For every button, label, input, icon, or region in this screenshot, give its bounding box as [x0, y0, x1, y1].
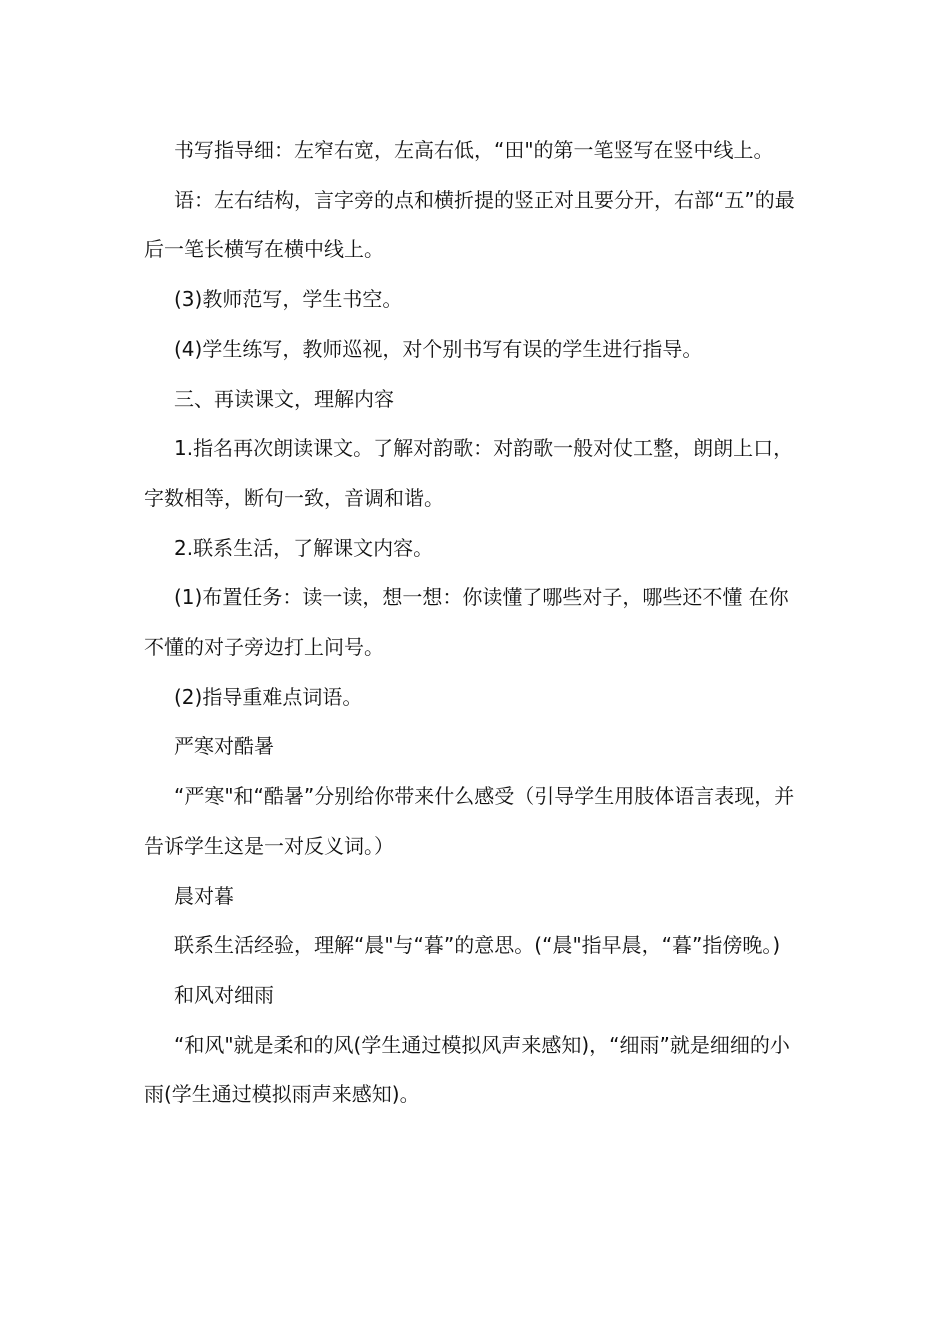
paragraph-read-aloud: 1.指名再次朗读课文。了解对韵歌：对韵歌一般对仗工整，朗朗上口，字数相等，断句一致，音调和谐。 — [144, 436, 794, 510]
paragraph-hefeng-xiyu: “和风"就是柔和的风(学生通过模拟风声来感知)，“细雨”就是细细的小雨(学生通过模拟雨声来感知)。 — [144, 1032, 790, 1107]
paragraph-assign-task: (1)布置任务：读一读，想一想：你读懂了哪些对子，哪些还不懂 在你不懂的对子旁边打上问号。 — [144, 585, 789, 660]
term-chen-mu: 晨对暮 — [174, 883, 234, 908]
paragraph-connect-life: 2.联系生活，了解课文内容。 — [174, 535, 434, 560]
section-heading-reread: 三、再读课文，理解内容 — [174, 386, 394, 411]
paragraph-yanhan-kushu: “严寒"和“酷暑”分别给你带来什么感受（引导学生用肢体语言表现，并告诉学生这是一对反义词。） — [144, 784, 795, 858]
paragraph-writing-guide-tian: 书写指导细：左窄右宽，左高右低，“田"的第一笔竖写在竖中线上。 — [174, 138, 774, 162]
paragraph-chen-mu: 联系生活经验，理解“晨"与“暮”的意思。(“晨"指早晨，“暮”指傍晚。) — [174, 933, 781, 958]
paragraph-key-words: (2)指导重难点词语。 — [174, 684, 363, 709]
paragraph-writing-guide-yu: 语：左右结构，言字旁的点和横折提的竖正对且要分开，右部“五”的最后一笔长横写在横中线上。 — [144, 187, 795, 262]
document-body — [144, 126, 808, 1120]
paragraph-student-practice: (4)学生练写，教师巡视，对个别书写有误的学生进行指导。 — [174, 336, 703, 361]
term-yanhan-kushu: 严寒对酷暑 — [174, 734, 274, 759]
term-hefeng-xiyu: 和风对细雨 — [174, 982, 274, 1007]
paragraph-teacher-demo: (3)教师范写，学生书空。 — [174, 287, 403, 312]
